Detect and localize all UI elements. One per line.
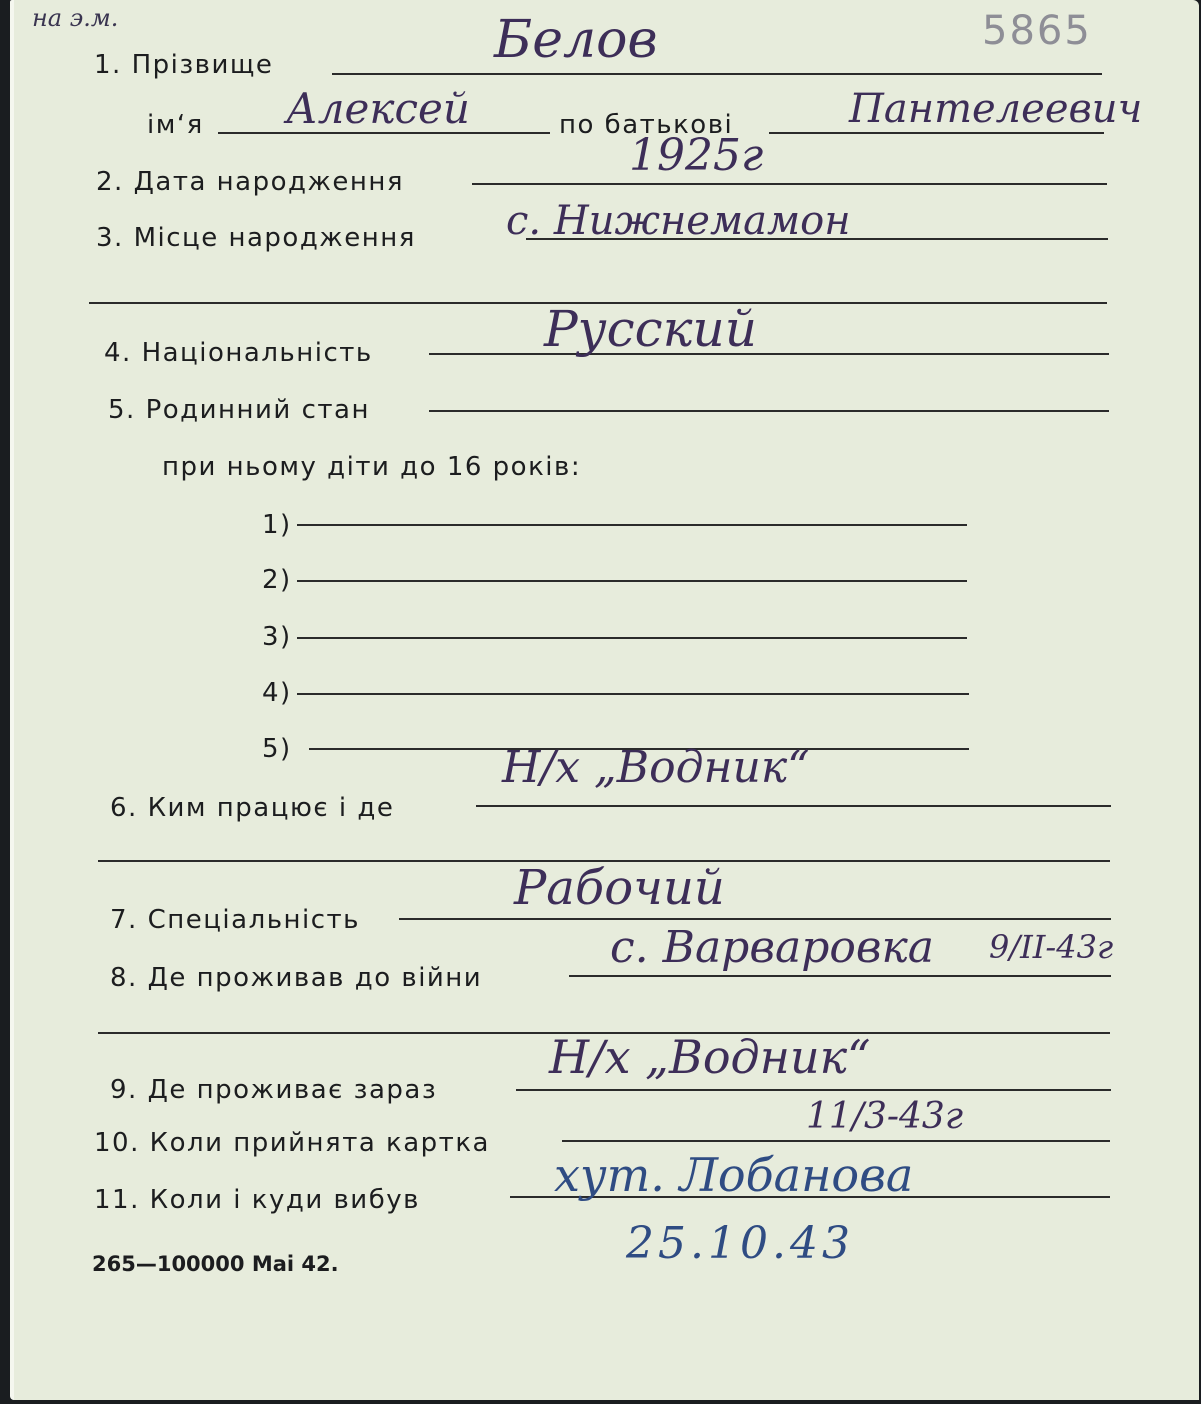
departure-place-entry: хут. Лобанова — [554, 1148, 914, 1202]
card-accepted-entry: 11/3-43г — [806, 1096, 964, 1137]
work-line — [476, 805, 1111, 807]
child-4-line — [297, 693, 969, 695]
prewar-residence-line — [569, 975, 1111, 977]
current-residence-label: 9. Де проживає зараз — [110, 1075, 438, 1105]
birth-date-line — [472, 183, 1107, 185]
child-3-label: 3) — [262, 622, 292, 652]
current-residence-entry: Н/х „Водник“ — [549, 1030, 871, 1084]
child-1-line — [297, 524, 967, 526]
patronymic-line — [769, 132, 1104, 134]
nationality-label: 4. Національність — [104, 338, 373, 368]
departure-date-entry: 25.10.43 — [626, 1218, 854, 1269]
birth-date-label: 2. Дата народження — [96, 167, 405, 197]
specialty-entry: Рабочий — [514, 860, 725, 916]
surname-line — [332, 73, 1102, 75]
archive-number: 5865 — [982, 8, 1092, 54]
current-residence-line — [516, 1089, 1111, 1091]
prewar-date-entry: 9/II-43г — [989, 928, 1114, 966]
birth-date-entry: 1925г — [629, 130, 764, 181]
nationality-entry: Русский — [544, 300, 757, 358]
child-2-label: 2) — [262, 565, 292, 595]
child-4-label: 4) — [262, 678, 292, 708]
work-label: 6. Ким працює і де — [110, 793, 395, 823]
work-entry: Н/х „Водник“ — [502, 742, 810, 793]
name-label: ім‘я — [147, 110, 204, 140]
prewar-residence-label: 8. Де проживав до війни — [110, 963, 483, 993]
card-accepted-label: 10. Коли прийнята картка — [94, 1128, 490, 1158]
birth-place-entry: с. Нижнемамон — [506, 198, 851, 244]
nationality-line — [429, 353, 1109, 355]
name-entry: Алексей — [286, 84, 470, 133]
card-accepted-line — [562, 1140, 1110, 1142]
child-5-label: 5) — [262, 734, 292, 764]
corner-note: на э.м. — [32, 4, 119, 32]
specialty-line — [399, 918, 1111, 920]
birth-place-label: 3. Місце народження — [96, 223, 416, 253]
children-label: при ньому діти до 16 років: — [162, 452, 582, 482]
patronymic-label: по батькові — [559, 110, 734, 140]
registration-card — [10, 0, 1199, 1400]
child-1-label: 1) — [262, 510, 292, 540]
surname-entry: Белов — [494, 10, 658, 70]
family-status-label: 5. Родинний стан — [108, 395, 370, 425]
surname-label: 1. Прізвище — [94, 50, 274, 80]
patronymic-entry: Пантелеевич — [849, 86, 1143, 132]
family-status-line — [429, 410, 1109, 412]
specialty-label: 7. Спеціальність — [110, 905, 361, 935]
departure-label: 11. Коли і куди вибув — [94, 1185, 420, 1215]
print-code: 265—100000 Маі 42. — [92, 1252, 339, 1276]
child-2-line — [297, 580, 967, 582]
prewar-residence-entry: с. Варваровка — [610, 922, 934, 973]
child-3-line — [297, 637, 967, 639]
